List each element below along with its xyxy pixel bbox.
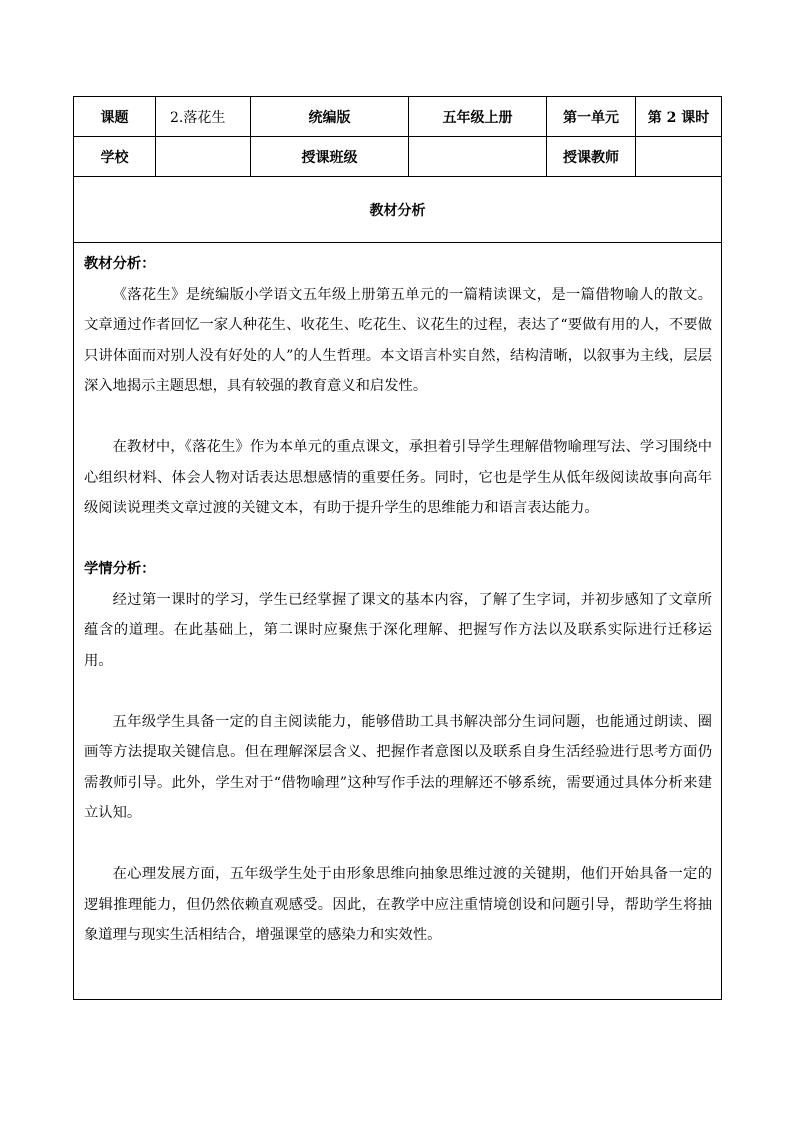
material-heading: 教材分析： [84, 256, 156, 272]
period: 第 2 课时 [647, 109, 710, 126]
school-value[interactable] [156, 137, 251, 176]
lesson-plan-table [73, 96, 722, 1000]
analysis-content [84, 249, 712, 951]
section-title: 教材分析 [369, 202, 426, 219]
header-row-1 [74, 97, 721, 137]
topic-value: 2.落花生 [156, 97, 251, 136]
section-title-row [74, 177, 721, 243]
teacher-label: 授课教师 [547, 137, 636, 176]
material-paragraph: 在教材中，《落花生》作为本单元的重点课文，承担着引导学生理解借物喻理写法、学习围绕中心组织材料、体会人物对话表达思想感情的重要任务。同时，它也是学生从低年级阅读故事向高年级阅读说理类文章过渡的关键文本，有助于提升学生的思维能力和语言表达能力。 [84, 439, 712, 516]
class-label: 授课班级 [251, 137, 409, 176]
grade: 五年级上册 [409, 97, 547, 136]
header-row-2 [74, 137, 721, 177]
class-value[interactable] [409, 137, 547, 176]
learner-paragraph: 在心理发展方面，五年级学生处于由形象思维向抽象思维过渡的关键期，他们开始具备一定的逻辑推理能力，但仍然依赖直观感受。因此，在教学中应注重情境创设和问题引导，帮助学生将抽象道理与现实生活相结合，增强课堂的感染力和实效性。 [84, 866, 712, 943]
learner-heading: 学情分析： [84, 561, 156, 577]
teacher-value[interactable] [636, 137, 721, 176]
topic-label: 课题 [74, 97, 156, 136]
school-label: 学校 [74, 137, 156, 176]
unit: 第一单元 [547, 97, 636, 136]
learner-paragraph: 五年级学生具备一定的自主阅读能力，能够借助工具书解决部分生词问题，也能通过朗读、圈画等方法提取关键信息。但在理解深层含义、把握作者意图以及联系自身生活经验进行思考方面仍需教师引导。此外，学生对于“借物喻理”这种写作手法的理解还不够系统，需要通过具体分析来建立认知。 [84, 713, 712, 821]
learner-paragraph: 经过第一课时的学习，学生已经掌握了课文的基本内容，了解了生字词，并初步感知了文章所蕴含的道理。在此基础上，第二课时应聚焦于深化理解、把握写作方法以及联系实际进行迁移运用。 [84, 591, 712, 669]
edition: 统编版 [251, 97, 409, 136]
material-paragraph: 《落花生》是统编版小学语文五年级上册第五单元的一篇精读课文，是一篇借物喻人的散文。文章通过作者回忆一家人种花生、收花生、吃花生、议花生的过程，表达了“要做有用的人，不要做只讲体面而对别人没有好处的人”的人生哲理。本文语言朴实自然，结构清晰，以叙事为主线，层层深入地揭示主题思想，具有较强的教育意义和启发性。 [84, 286, 712, 394]
